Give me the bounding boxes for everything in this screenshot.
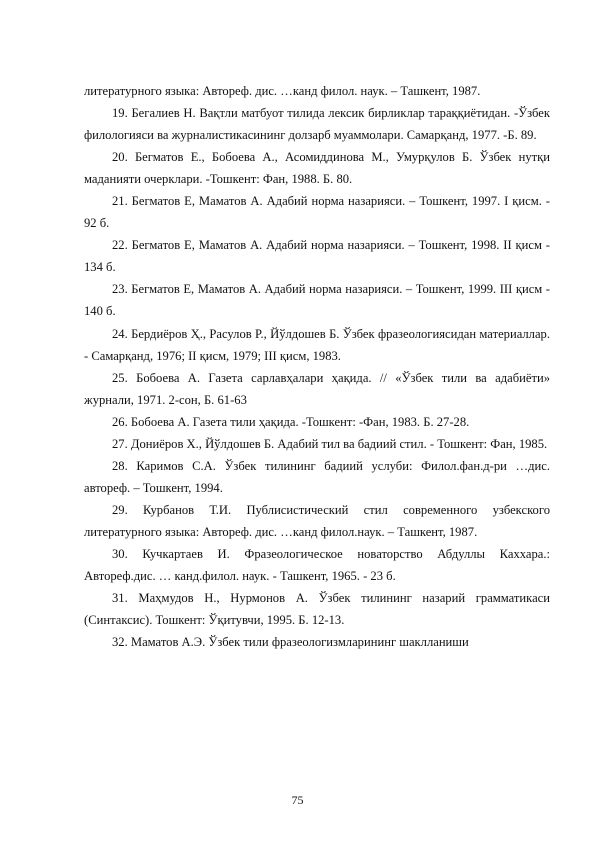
- bibliography-entry-25: 25. Бобоева А. Газета сарлавҳалари ҳақида. // «Ўзбек тили ва адабиёти» журнали, 1971. 2-сон, Б. 61-63: [84, 370, 550, 407]
- bibliography-entry-29: 29. Курбанов Т.И. Публисистический стил современного узбекского литературного языка: Автореф. дис. …канд филол.наук. – Ташкент, 1987.: [84, 502, 550, 539]
- bibliography-entry-continuation: литературного языка: Автореф. дис. …канд филол. наук. – Ташкент, 1987.: [84, 84, 481, 98]
- bibliography-entry-26: 26. Бобоева А. Газета тили ҳақида. -Тошкент: -Фан, 1983. Б. 27-28.: [112, 414, 470, 429]
- bibliography-entry-30: 30. Кучкартаев И. Фразеологическое новаторство Абдуллы Каххара.: Автореф.дис. … канд.филол. наук. - Ташкент, 1965. - 23 б.: [84, 546, 550, 584]
- bibliography-entry-22: 22. Бегматов Е, Маматов А. Адабий норма назарияси. – Тошкент, 1998. II қисм - 134 б.: [84, 238, 550, 275]
- bibliography-entry-21: 21. Бегматов Е, Маматов А. Адабий норма назарияси. – Тошкент, 1997. I қисм. - 92 б.: [84, 194, 550, 231]
- bibliography-entry-19: 19. Бегалиев Н. Вақтли матбуот тилида лексик бирликлар тараққиётидан. -Ўзбек филологияси ва журналистикасининг долзарб муаммолари. Самарқанд, 1977. -Б. 89.: [84, 106, 550, 143]
- bibliography-entry-31: 31. Маҳмудов Н., Нурмонов А. Ўзбек тилининг назарий грамматикаси (Синтаксис). Тошкент: Ўқитувчи, 1995. Б. 12-13.: [84, 591, 550, 628]
- page-number: 75: [291, 793, 304, 807]
- bibliography-entry-32: 32. Маматов А.Э. Ўзбек тили фразеологизмларининг шаклланиши: [112, 635, 469, 650]
- bibliography-entry-28: 28. Каримов С.А. Ўзбек тилининг бадиий услуби: Филол.фан.д-ри …дис. автореф. – Тошкент, 1994.: [84, 458, 550, 495]
- bibliography-entry-24: 24. Бердиёров Ҳ., Расулов Р., Йўлдошев Б. Ўзбек фразеологиясидан материаллар. - Самарқанд, 1976; II қисм, 1979; III қисм, 1983.: [84, 326, 550, 363]
- bibliography-entry-20: 20. Бегматов Е., Бобоева А., Асомиддинова М., Умурқулов Б. Ўзбек нутқи маданияти очерклари. -Тошкент: Фан, 1988. Б. 80.: [84, 150, 550, 187]
- bibliography-entry-27: 27. Дониёров Х., Йўлдошев Б. Адабий тил ва бадиий стил. - Тошкент: Фан, 1985.: [112, 436, 548, 451]
- bibliography-entry-23: 23. Бегматов Е, Маматов А. Адабий норма назарияси. – Тошкент, 1999. III қисм - 140 б.: [84, 282, 550, 319]
- bibliography-list: [84, 80, 550, 653]
